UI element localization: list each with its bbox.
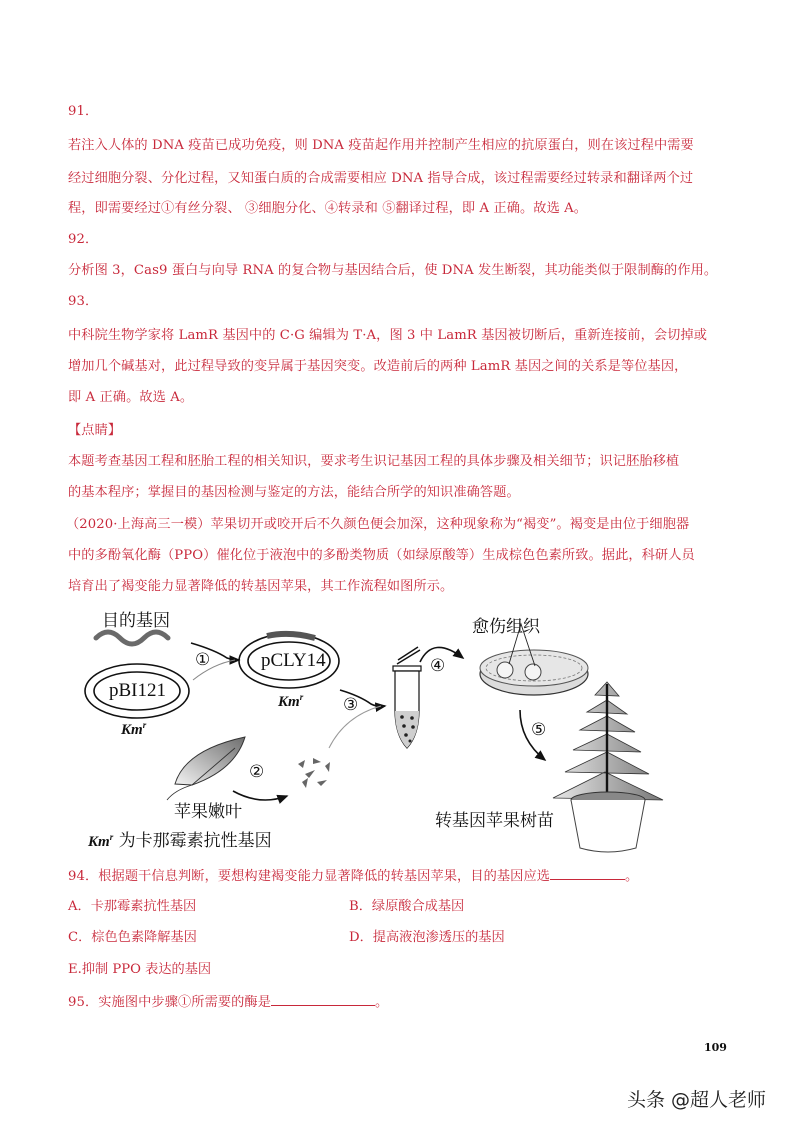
kmr-label-pcly14: Km$^r$ bbox=[278, 692, 304, 710]
seedling-label: 转基因苹果树苗 bbox=[435, 811, 554, 831]
callus-label: 愈伤组织 bbox=[472, 617, 540, 637]
q92-number: 92． bbox=[68, 232, 99, 247]
q94-end: 。 bbox=[625, 869, 639, 884]
centrifuge-tube-icon bbox=[393, 647, 421, 748]
q95-answer-blank[interactable] bbox=[271, 993, 375, 1006]
q91-number: 91． bbox=[68, 104, 99, 119]
q95-question bbox=[68, 993, 388, 1012]
q93-line-1: 中科院生物学家将 LamR 基因中的 C·G 编辑为 T·A，图 3 中 LamR 基因被切断后，重新连接前，会切掉或 bbox=[68, 328, 708, 343]
apple-leaf-label: 苹果嫩叶 bbox=[174, 802, 242, 822]
step-2-label: ② bbox=[249, 762, 265, 782]
q95-end: 。 bbox=[375, 995, 389, 1010]
kmr-label-pbi121: Km$^r$ bbox=[121, 720, 147, 738]
q94-question bbox=[68, 867, 638, 886]
q94-option-e: E.抑制 PPO 表达的基因 bbox=[68, 962, 212, 977]
commentary-heading: 【点睛】 bbox=[68, 423, 122, 438]
q94-option-b: B．绿原酸合成基因 bbox=[349, 899, 465, 914]
commentary-line-1: 本题考查基因工程和胚胎工程的相关知识，要求考生识记基因工程的具体步骤及相关细节；识记胚胎移植 bbox=[68, 454, 680, 469]
q94-text: 94．根据题干信息判断，要想构建褐变能力显著降低的转基因苹果，目的基因应选 bbox=[68, 869, 551, 884]
stem-line-2: 中的多酚氧化酶（PPO）催化位于液泡中的多酚类物质（如绿原酸等）生成棕色色素所致。据此，科研人员 bbox=[68, 548, 695, 563]
target-gene-label: 目的基因 bbox=[102, 611, 170, 631]
kmr-note-text: 为卡那霉素抗性基因 bbox=[118, 831, 272, 851]
q94-answer-blank[interactable] bbox=[550, 867, 625, 880]
kmr-note-symbol: Km$^r$ bbox=[88, 832, 114, 850]
step-4-label: ④ bbox=[430, 656, 446, 676]
stem-line-1: （2020·上海高三一模）苹果切开或咬开后不久颜色便会加深，这种现象称为“褐变”。褐变是由位于细胞器 bbox=[66, 517, 690, 532]
q94-option-c: C．棕色色素降解基因 bbox=[68, 930, 197, 945]
plasmid-pcly14-label: pCLY14 bbox=[261, 650, 326, 671]
kmr-note bbox=[88, 826, 272, 851]
q93-line-3: 即 A 正确。故选 A。 bbox=[68, 390, 194, 405]
watermark: 头条 @超人老师 bbox=[627, 1089, 767, 1111]
target-gene-icon bbox=[96, 632, 168, 644]
q92-line-1: 分析图 3，Cas9 蛋白与向导 RNA 的复合物与基因结合后，使 DNA 发生断裂，其功能类似于限制酶的作用。 bbox=[68, 263, 718, 278]
q93-number: 93． bbox=[68, 294, 99, 309]
step-3-label: ③ bbox=[343, 695, 359, 715]
q94-option-d: D．提高液泡渗透压的基因 bbox=[349, 930, 505, 945]
q94-option-a: A．卡那霉素抗性基因 bbox=[68, 899, 197, 914]
page-number: 109 bbox=[704, 1041, 727, 1054]
transgenic-apple-workflow-diagram bbox=[75, 600, 715, 855]
apple-seedling-icon bbox=[553, 682, 663, 852]
q93-line-2: 增加几个碱基对，此过程导致的变异属于基因突变。改造前后的两种 LamR 基因之间的关系是等位基因， bbox=[68, 359, 688, 374]
plasmid-pbi121-label: pBI121 bbox=[109, 680, 166, 701]
q95-text: 95．实施图中步骤①所需要的酶是 bbox=[68, 995, 272, 1010]
q91-line-2: 经过细胞分裂、分化过程，又知蛋白质的合成需要相应 DNA 指导合成，该过程需要经过转录和翻译两个过 bbox=[68, 171, 694, 186]
diagram-graphics bbox=[75, 600, 715, 855]
leaf-fragments-icon bbox=[298, 758, 330, 788]
commentary-line-2: 的基本程序；掌握目的基因检测与鉴定的方法，能结合所学的知识准确答题。 bbox=[68, 485, 520, 500]
q91-line-1: 若注入人体的 DNA 疫苗已成功免疫，则 DNA 疫苗起作用并控制产生相应的抗原蛋白，则在该过程中需要 bbox=[68, 138, 694, 153]
stem-line-3: 培育出了褐变能力显著降低的转基因苹果，其工作流程如图所示。 bbox=[68, 579, 454, 594]
step-5-label: ⑤ bbox=[531, 720, 547, 740]
step-1-label: ① bbox=[195, 650, 211, 670]
q91-line-3: 程，即需要经过①有丝分裂、 ③细胞分化、④转录和 ⑤翻译过程，即 A 正确。故选 A。 bbox=[68, 201, 588, 216]
